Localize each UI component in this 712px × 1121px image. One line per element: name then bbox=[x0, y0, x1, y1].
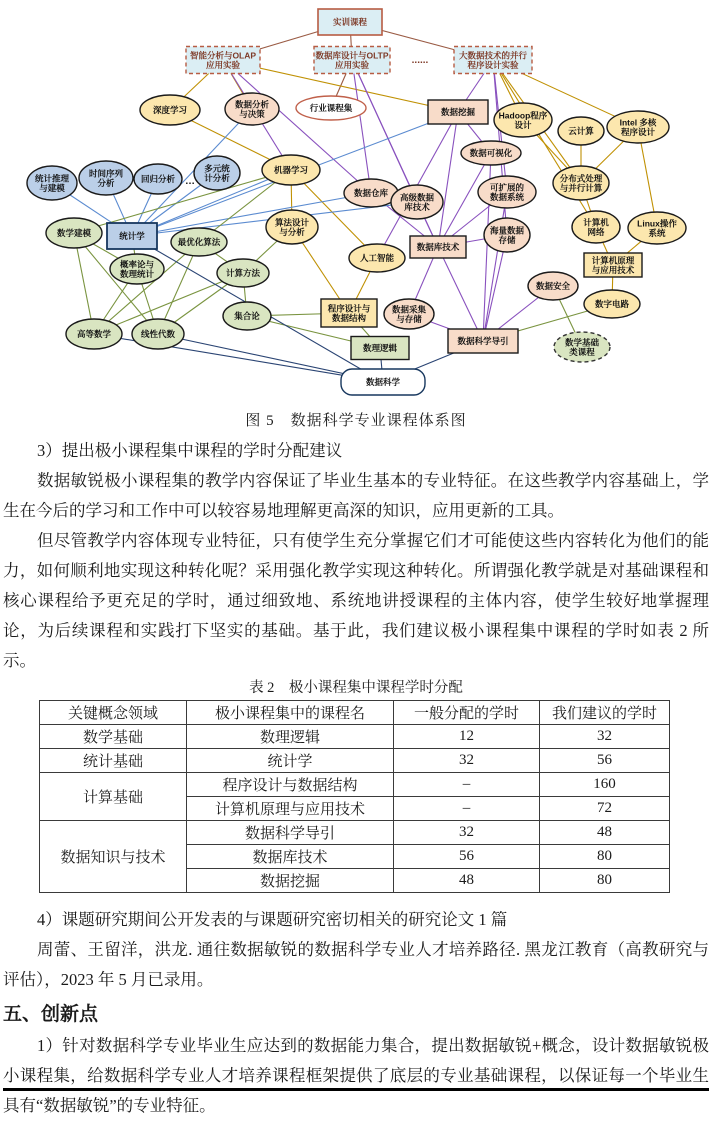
paragraph-reference: 周蕾、王留洋，洪龙. 通往数据敏锐的数据科学专业人才培养路径. 黑龙江教育（高教研究与评估），2023 年 5 月已录用。 bbox=[3, 940, 709, 989]
svg-text:数学基础类课程: 数学基础类课程 bbox=[564, 337, 600, 357]
svg-text:数据科学导引: 数据科学导引 bbox=[457, 336, 509, 346]
svg-text:......: ...... bbox=[411, 55, 429, 66]
svg-text:高等数学: 高等数学 bbox=[76, 329, 112, 339]
diagram-node-jiSuanFangFa bbox=[217, 259, 269, 287]
svg-text:计算机原理与应用技术: 计算机原理与应用技术 bbox=[591, 255, 635, 275]
diagram-node-keKuoZhan bbox=[478, 176, 536, 208]
diagram-node-gaoShu bbox=[66, 319, 122, 349]
table-row bbox=[40, 749, 670, 773]
svg-text:回归分析: 回归分析 bbox=[140, 174, 176, 184]
diagram-node-daoYin bbox=[448, 329, 518, 353]
diagram-node-zuiYouHua bbox=[171, 228, 227, 256]
diagram-node-gaiLv bbox=[110, 254, 164, 284]
table-row bbox=[40, 821, 670, 845]
diagram-node-dots_mid bbox=[185, 176, 195, 187]
svg-text:智能分析与OLAP应用实验: 智能分析与OLAP 应用实验 bbox=[189, 50, 257, 70]
svg-text:人工智能: 人工智能 bbox=[359, 253, 395, 263]
hours-allocation-table bbox=[39, 700, 670, 893]
diagram-node-box_olap bbox=[186, 47, 260, 74]
diagram-node-caiJi bbox=[384, 299, 434, 329]
svg-text:数据库设计与OLTP应用实验: 数据库设计与OLTP 应用实验 bbox=[315, 50, 389, 70]
svg-text:数理逻辑: 数理逻辑 bbox=[362, 343, 398, 353]
svg-text:大数据技术的并行程序设计实验: 大数据技术的并行程序设计实验 bbox=[458, 50, 528, 70]
column-header: 关键概念领域 bbox=[40, 701, 187, 725]
diagram-node-jisuanjiWangLuo bbox=[572, 211, 620, 243]
svg-text:高级数据库技术: 高级数据库技术 bbox=[399, 192, 435, 212]
cell-course-name: 统计学 bbox=[187, 749, 394, 773]
diagram-node-yunJiSuan bbox=[558, 117, 604, 145]
svg-text:数据科学: 数据科学 bbox=[365, 377, 401, 387]
diagram-node-tuiLi bbox=[27, 166, 77, 200]
svg-text:分布式处理与并行计算: 分布式处理与并行计算 bbox=[559, 173, 603, 193]
diagram-node-dots_top bbox=[412, 55, 429, 66]
svg-text:深度学习: 深度学习 bbox=[152, 105, 188, 115]
cell-course-name: 数据挖掘 bbox=[187, 869, 394, 893]
table-caption: 表 2 极小课程集中课程学时分配 bbox=[249, 680, 463, 696]
diagram-node-huiGui bbox=[134, 164, 182, 194]
figure-caption: 图 5 数据科学专业课程体系图 bbox=[245, 413, 467, 429]
page-footer-rule bbox=[3, 1088, 709, 1091]
cell-suggested-hours: 56 bbox=[540, 749, 670, 773]
svg-text:最优化算法: 最优化算法 bbox=[177, 237, 221, 247]
table-row bbox=[40, 725, 670, 749]
svg-text:Intel 多核程序设计: Intel 多核程序设计 bbox=[619, 117, 657, 137]
diagram-node-fenXiJueCe bbox=[225, 93, 279, 125]
cell-suggested-hours: 80 bbox=[540, 845, 670, 869]
svg-text:多元统计分析: 多元统计分析 bbox=[204, 163, 230, 183]
cell-suggested-hours: 80 bbox=[540, 869, 670, 893]
table-header-row bbox=[40, 701, 670, 725]
cell-suggested-hours: 160 bbox=[540, 773, 670, 797]
paragraph-2: 但尽管教学内容体现专业特征，只有使学生充分掌握它们才可能使这些内容转化为他们的能力，如何顺利地实现这种转化呢？采用强化教学实现这种转化。所谓强化教学就是对基础课程和核心课程给予更充足的学时，通过细致地、系统地讲授课程的主体内容，使学生较好地掌握理论，为后续课程和实践打下坚实的基础。基于此，我们建议极小课程集中课程的学时如表 2 所示。 bbox=[3, 531, 709, 670]
svg-text:数据库技术: 数据库技术 bbox=[416, 242, 460, 252]
cell-concept-area: 数据知识与技术 bbox=[40, 821, 187, 893]
diagram-node-linux bbox=[628, 212, 686, 244]
cell-course-name: 数据科学导引 bbox=[187, 821, 394, 845]
diagram-node-duoYuan bbox=[194, 156, 240, 190]
svg-text:统计推理与建模: 统计推理与建模 bbox=[34, 173, 70, 193]
cell-usual-hours: 32 bbox=[394, 749, 540, 773]
cell-suggested-hours: 48 bbox=[540, 821, 670, 845]
cell-course-name: 计算机原理与应用技术 bbox=[187, 797, 394, 821]
cell-usual-hours: – bbox=[394, 773, 540, 797]
svg-text:线性代数: 线性代数 bbox=[140, 329, 176, 339]
section-heading-innovations: 五、创新点 bbox=[3, 1004, 99, 1025]
paragraph-innovation-1: 1）针对数据科学专业毕业生应达到的数据能力集合，提出数据敏锐+概念，设计数据敏锐极小课程集，给数据科学专业人才培养课程框架提供了底层的专业基础课程，以保证每一个毕业生具有“数据敏锐”的专业特征。 bbox=[3, 1036, 709, 1115]
svg-text:实训课程: 实训课程 bbox=[332, 17, 368, 27]
svg-text:Hadoop程序设计: Hadoop程序设计 bbox=[498, 110, 548, 130]
diagram-node-box_bigdata bbox=[454, 47, 532, 74]
diagram-node-shenDu bbox=[140, 95, 200, 125]
cell-usual-hours: 56 bbox=[394, 845, 540, 869]
cell-usual-hours: – bbox=[394, 797, 540, 821]
svg-text:计算方法: 计算方法 bbox=[225, 268, 261, 278]
diagram-node-jiSuanJiYuanLi bbox=[584, 253, 642, 277]
svg-text:Linux操作系统: Linux操作系统 bbox=[637, 218, 677, 238]
svg-text:统计学: 统计学 bbox=[119, 231, 145, 241]
diagram-node-waJue bbox=[428, 100, 488, 124]
cell-suggested-hours: 32 bbox=[540, 725, 670, 749]
diagram-node-shiJian bbox=[79, 161, 133, 195]
diagram-node-xianDai bbox=[132, 319, 184, 349]
course-system-diagram bbox=[0, 0, 712, 405]
svg-text:数据挖掘: 数据挖掘 bbox=[440, 107, 476, 117]
svg-text:机器学习: 机器学习 bbox=[273, 165, 309, 175]
column-header: 我们建议的学时 bbox=[540, 701, 670, 725]
svg-text:程序设计与数据结构: 程序设计与数据结构 bbox=[327, 303, 371, 323]
diagram-node-haiLiang bbox=[484, 218, 530, 252]
svg-text:行业课程集: 行业课程集 bbox=[309, 103, 353, 113]
diagram-node-shuJuKuJiShu bbox=[410, 236, 466, 258]
cell-usual-hours: 12 bbox=[394, 725, 540, 749]
diagram-node-hangYe bbox=[296, 96, 366, 120]
cell-concept-area: 计算基础 bbox=[40, 773, 187, 821]
cell-suggested-hours: 72 bbox=[540, 797, 670, 821]
svg-text:云计算: 云计算 bbox=[568, 126, 594, 136]
diagram-node-shuXueJiChu bbox=[554, 332, 610, 362]
svg-text:海量数据存储: 海量数据存储 bbox=[489, 225, 525, 245]
svg-text:时间序列分析: 时间序列分析 bbox=[88, 168, 124, 188]
paragraph-4-heading: 4）课题研究期间公开发表的与课题研究密切相关的研究论文 1 篇 bbox=[37, 910, 508, 929]
diagram-node-tongJiXue bbox=[107, 223, 157, 249]
svg-text:数据安全: 数据安全 bbox=[535, 281, 571, 291]
diagram-edge bbox=[438, 112, 458, 247]
svg-text:计算机网络: 计算机网络 bbox=[583, 217, 609, 237]
svg-text:数据可视化: 数据可视化 bbox=[469, 148, 513, 158]
svg-text:集合论: 集合论 bbox=[234, 311, 260, 321]
diagram-node-box_oltp bbox=[314, 47, 390, 74]
svg-text:数据采集与存储: 数据采集与存储 bbox=[391, 304, 427, 324]
table-row bbox=[40, 773, 670, 797]
diagram-node-shuZiDianLu bbox=[584, 290, 640, 318]
svg-text:数据分析与决策: 数据分析与决策 bbox=[234, 99, 270, 119]
diagram-node-cangKu bbox=[344, 179, 398, 207]
cell-course-name: 数据库技术 bbox=[187, 845, 394, 869]
cell-course-name: 数理逻辑 bbox=[187, 725, 394, 749]
diagram-node-rengong bbox=[349, 244, 405, 272]
cell-usual-hours: 32 bbox=[394, 821, 540, 845]
svg-text:…: … bbox=[185, 176, 195, 187]
svg-text:数字电路: 数字电路 bbox=[594, 299, 630, 309]
paragraph-1: 数据敏锐极小课程集的教学内容保证了毕业生基本的专业特征。在这些教学内容基础上，学生在今后的学习和工作中可以较容易地理解更高深的知识，应用更新的工具。 bbox=[3, 471, 709, 520]
diagram-node-shuXueJianMo bbox=[46, 218, 102, 248]
cell-course-name: 程序设计与数据结构 bbox=[187, 773, 394, 797]
svg-text:概率论与数理统计: 概率论与数理统计 bbox=[119, 259, 155, 279]
diagram-node-fenBuShi bbox=[553, 166, 609, 200]
diagram-node-hadoop bbox=[494, 103, 552, 137]
diagram-node-root bbox=[318, 9, 382, 35]
svg-text:算法设计与分析: 算法设计与分析 bbox=[274, 217, 310, 237]
diagram-node-jiQi bbox=[262, 155, 320, 185]
diagram-node-shuLiLuoJi bbox=[351, 337, 409, 360]
diagram-node-jiHeLun bbox=[223, 302, 271, 330]
cell-concept-area: 数学基础 bbox=[40, 725, 187, 749]
text-column bbox=[3, 436, 709, 1121]
diagram-node-suanFa bbox=[266, 210, 318, 244]
svg-text:数据仓库: 数据仓库 bbox=[353, 188, 389, 198]
diagram-node-chengXu bbox=[321, 299, 377, 327]
paragraph-3-heading: 3）提出极小课程集中课程的学时分配建议 bbox=[37, 441, 343, 460]
svg-text:数学建模: 数学建模 bbox=[56, 228, 92, 238]
cell-usual-hours: 48 bbox=[394, 869, 540, 893]
column-header: 一般分配的学时 bbox=[394, 701, 540, 725]
cell-concept-area: 统计基础 bbox=[40, 749, 187, 773]
svg-text:可扩展的数据系统: 可扩展的数据系统 bbox=[489, 182, 525, 202]
diagram-node-gaoJi bbox=[391, 185, 443, 219]
diagram-node-anQuan bbox=[528, 272, 578, 300]
diagram-node-keShiHua bbox=[461, 141, 521, 165]
column-header: 极小课程集中的课程名 bbox=[187, 701, 394, 725]
diagram-node-shuJuKeXue bbox=[341, 369, 425, 395]
diagram-node-intel bbox=[607, 111, 669, 143]
